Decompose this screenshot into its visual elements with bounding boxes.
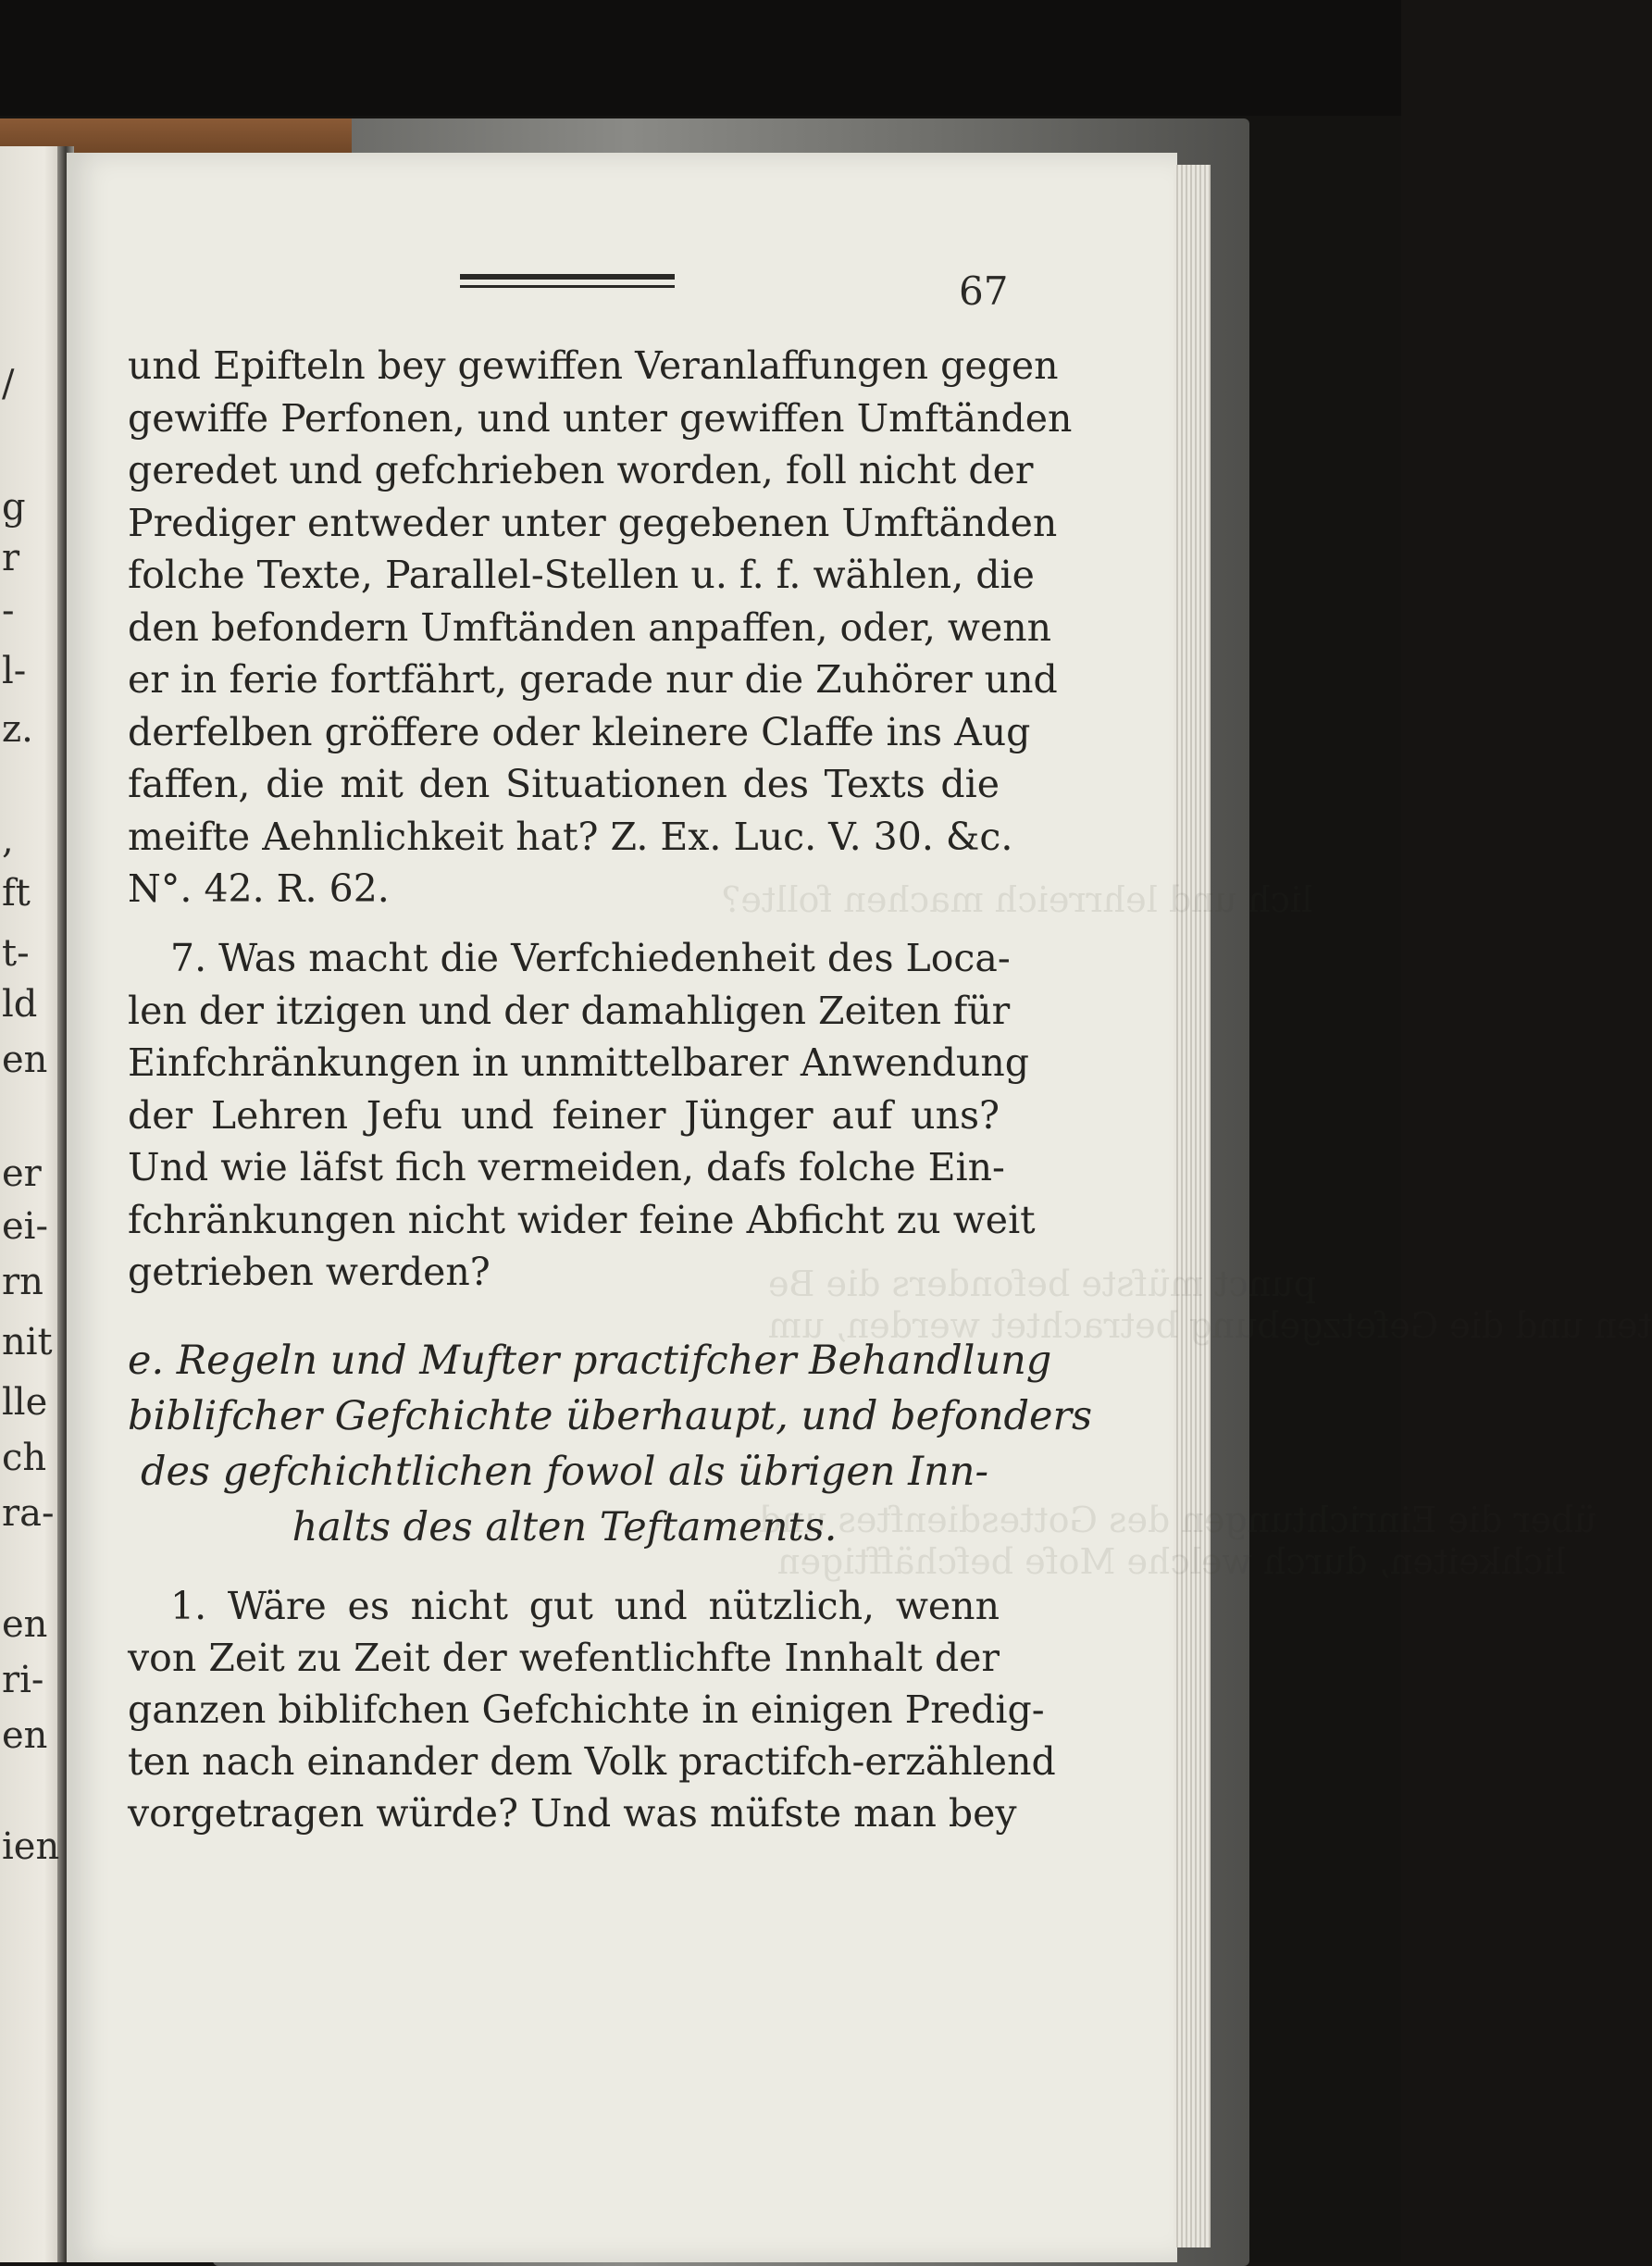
bleed-through-line: lich und lehrreich machen follte? [722,879,1313,920]
paragraph-3-line: ganzen biblifchen Gefchichte in einigen Predig- [128,1687,1045,1732]
section-heading-line: halts des alten Teftaments. [292,1504,838,1550]
paragraph-1-line: er in ferie fortfährt, gerade nur die Zuhörer und [128,657,1058,702]
paragraph-3-line: vorgetragen würde? Und was müfste man bey [128,1791,1017,1836]
header-rule-thick [460,274,675,280]
paragraph-2-line: Und wie läfst fich vermeiden, dafs folche Ein- [128,1145,1005,1189]
paragraph-1-line: meifte Aehnlichkeit hat? Z. Ex. Luc. V. 30. &c. [128,814,1013,859]
paragraph-1-line: gewiffe Perfonen, und unter gewiffen Umftänden [128,395,1073,441]
paragraph-3-line: von Zeit zu Zeit der wefentlichfte Innhalt der [128,1636,1000,1680]
left-page-fragment: ld [2,983,38,1026]
paragraph-1-line: derfelben gröffere oder kleinere Claffe ins Aug [128,709,1031,754]
paragraph-1-line: geredet und gefchrieben worden, foll nicht der [128,448,1034,492]
paragraph-2-line: len der itzigen und der damahligen Zeiten für [128,988,1011,1033]
paragraph-1-line: N°. 42. R. 62. [128,866,390,911]
paragraph-2-line: 7. Was macht die Verfchiedenheit des Loca- [170,936,1011,980]
header-rule-thin [460,285,675,288]
left-page-fragment: rn [2,1261,43,1303]
left-page-fragment: nit [2,1321,53,1363]
dark-surface [0,0,1401,116]
paragraph-1-line: faffen, die mit den Situationen des Texts die [128,762,1000,806]
left-page-fragment: ei- [2,1205,48,1248]
left-page-fragment: en [2,1039,48,1081]
bleed-through-line: über die Einrichtungen des Gottesdienftes und [759,1500,1596,1540]
paragraph-1-line: Prediger entweder unter gegebenen Umftänden [128,500,1058,545]
paragraph-2-line: fchränkungen nicht wider feine Abficht zu weit [128,1197,1036,1242]
left-page-fragment: ra- [2,1492,55,1535]
left-page-fragment: lle [2,1381,48,1424]
paragraph-2-line: Einfchränkungen in unmittelbarer Anwendung [128,1040,1029,1085]
section-heading-line: e. Regeln und Mufter practifcher Behandlung [128,1338,1052,1384]
left-page-fragment: , [2,819,14,862]
paragraph-3-line: 1. Wäre es nicht gut und nützlich, wenn [170,1584,1000,1628]
left-page-fragment: / [2,363,15,405]
paragraph-3-line: ten nach einander dem Volk practifch-erzählend [128,1739,1056,1784]
page-edges [1174,165,1211,2247]
bleed-through-line: lichkeiten, durch welche Mofe befchäfftigen [777,1541,1566,1582]
left-page-fragment: er [2,1152,42,1195]
paragraph-1-line: folche Texte, Parallel-Stellen u. f. f. wählen, die [128,553,1035,597]
paragraph-2-line: der Lehren Jefu und feiner Jünger auf uns? [128,1092,1000,1138]
left-page-fragment: g [2,486,26,529]
left-page-fragment: t- [2,932,30,975]
section-heading-line: des gefchichtlichen fowol als übrigen Inn- [140,1449,989,1495]
left-page-fragment: ri- [2,1659,44,1701]
left-page-fragment: z. [2,708,33,751]
bleed-through-line: punct müfste befonders die Be [768,1264,1317,1304]
page-number: 67 [959,268,1009,314]
paragraph-2-line: getrieben werden? [128,1250,491,1294]
paragraph-1-line: den befondern Umftänden anpaffen, oder, wenn [128,604,1052,650]
left-page-fragment: en [2,1603,48,1646]
left-page-fragment: ft [2,872,31,915]
bleed-through-line: ten und die Gefetzgebung betrachtet werden, um [768,1305,1652,1346]
left-page [0,146,63,2262]
left-page-fragment: ien [2,1825,60,1868]
left-page-fragment: - [2,590,15,632]
left-page-fragment: r [2,537,20,579]
section-heading-line: biblifcher Gefchichte überhaupt, und befonders [128,1393,1093,1439]
left-page-fragment: en [2,1714,48,1757]
paragraph-1-line: und Epifteln bey gewiffen Veranlaffungen gegen [128,343,1059,388]
left-page-fragment: l- [2,650,27,692]
left-page-fragment: ch [2,1437,47,1479]
